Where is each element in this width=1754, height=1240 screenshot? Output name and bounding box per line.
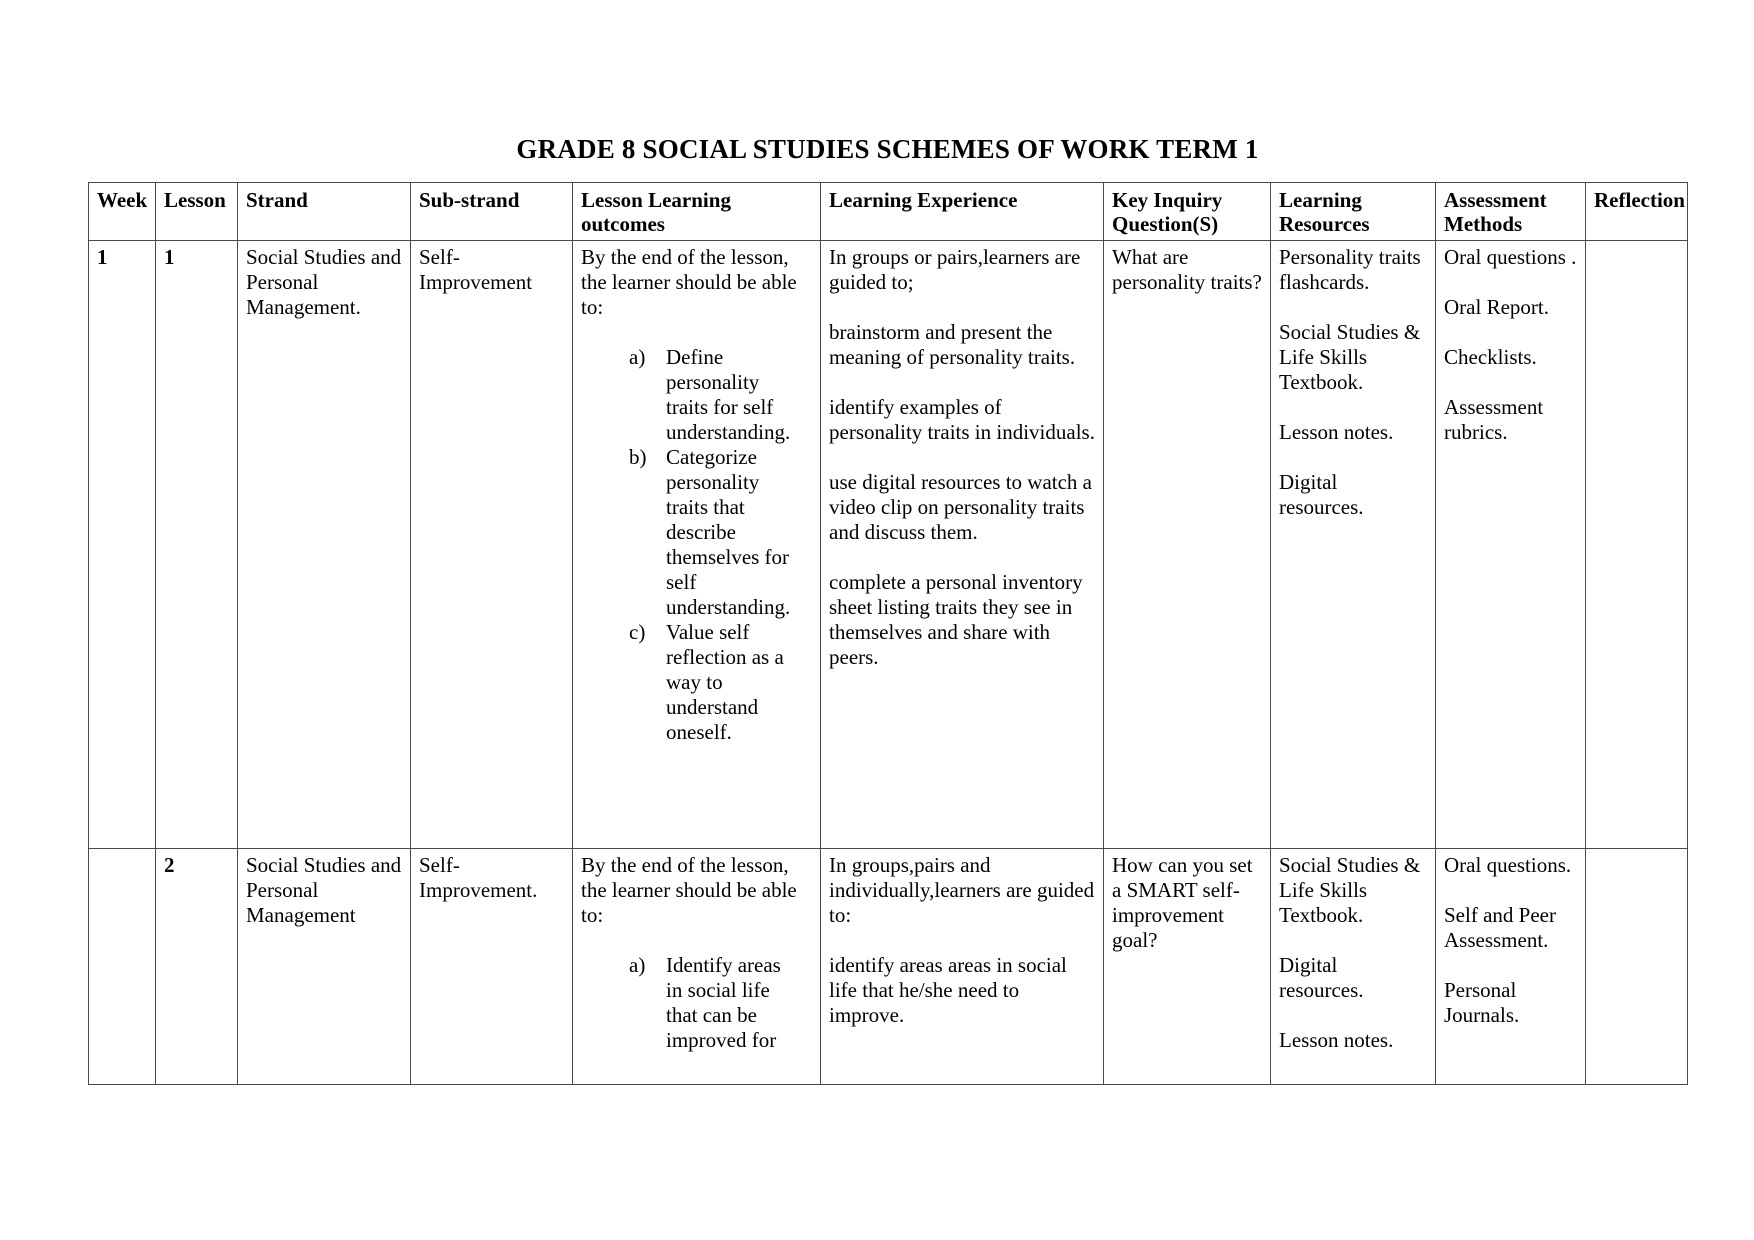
column-header-reflection: Reflection <box>1586 183 1688 241</box>
outcomes-list <box>581 345 802 745</box>
experience-paragraph: In groups,pairs and individually,learners are guided to: <box>829 853 1095 927</box>
cell-learning-resources <box>1271 849 1436 1085</box>
cell-sub-strand: Self-Improvement <box>411 241 573 849</box>
column-header-lesson-learning-outcomes: Lesson Learning outcomes <box>573 183 821 241</box>
column-header-learning-resources: Learning Resources <box>1271 183 1436 241</box>
header-row <box>89 183 1688 241</box>
assessment-item: Assessment rubrics. <box>1444 395 1544 444</box>
assessment-item: Checklists. <box>1444 345 1537 369</box>
resource-item: Lesson notes. <box>1279 1028 1394 1052</box>
cell-lesson-learning-outcomes <box>573 241 821 849</box>
key-inquiry-question: How can you set a SMART self-improvement goal? <box>1112 853 1253 952</box>
experience-paragraph: identify examples of personality traits in individuals. <box>829 395 1095 444</box>
table-row-lesson-2 <box>89 849 1688 1085</box>
cell-learning-experience <box>821 849 1104 1085</box>
schemes-of-work-table <box>88 182 1688 1085</box>
cell-learning-experience <box>821 241 1104 849</box>
assessment-item: Oral questions . <box>1444 245 1577 269</box>
resource-item: Digital resources. <box>1279 953 1364 1002</box>
cell-key-inquiry-question <box>1104 241 1271 849</box>
resource-item: Lesson notes. <box>1279 420 1394 444</box>
cell-reflection <box>1586 849 1688 1085</box>
cell-key-inquiry-question <box>1104 849 1271 1085</box>
column-header-week: Week <box>89 183 156 241</box>
key-inquiry-question: What are personality traits? <box>1112 245 1262 294</box>
cell-lesson: 1 <box>156 241 238 849</box>
cell-lesson: 2 <box>156 849 238 1085</box>
outcome-item: Identify areas in social life that can be improved for <box>666 953 781 1052</box>
cell-learning-resources <box>1271 241 1436 849</box>
cell-strand: Social Studies and Personal Management <box>238 849 411 1085</box>
assessment-item: Oral questions. <box>1444 853 1572 877</box>
column-header-key-inquiry-questions: Key Inquiry Question(S) <box>1104 183 1271 241</box>
assessment-item: Oral Report. <box>1444 295 1549 319</box>
outcome-item: Define personality traits for self understanding. <box>666 345 791 444</box>
column-header-learning-experience: Learning Experience <box>821 183 1104 241</box>
resource-item: Social Studies & Life Skills Textbook. <box>1279 320 1421 394</box>
cell-assessment-methods <box>1436 849 1586 1085</box>
cell-week <box>89 849 156 1085</box>
resource-item: Personality traits flashcards. <box>1279 245 1421 294</box>
resource-item: Social Studies & Life Skills Textbook. <box>1279 853 1421 927</box>
assessment-item: Personal Journals. <box>1444 978 1520 1027</box>
experience-paragraph: brainstorm and present the meaning of personality traits. <box>829 320 1076 369</box>
experience-paragraph: complete a personal inventory sheet listing traits they see in themselves and share with peers. <box>829 570 1083 669</box>
resource-item: Digital resources. <box>1279 470 1364 519</box>
column-header-strand: Strand <box>238 183 411 241</box>
experience-paragraph: In groups or pairs,learners are guided to; <box>829 245 1081 294</box>
column-header-assessment-methods: Assessment Methods <box>1436 183 1586 241</box>
table-row-lesson-1 <box>89 241 1688 849</box>
outcome-item: Categorize personality traits that describe themselves for self understanding. <box>666 445 791 619</box>
page-title: GRADE 8 SOCIAL STUDIES SCHEMES OF WORK TERM 1 <box>516 134 1259 164</box>
column-header-lesson: Lesson <box>156 183 238 241</box>
cell-sub-strand: Self-Improvement. <box>411 849 573 1085</box>
experience-paragraph: identify areas areas in social life that he/she need to improve. <box>829 953 1067 1027</box>
cell-strand: Social Studies and Personal Management. <box>238 241 411 849</box>
column-header-sub-strand: Sub-strand <box>411 183 573 241</box>
outcomes-intro: By the end of the lesson, the learner should be able to: <box>581 245 797 319</box>
cell-week: 1 <box>89 241 156 849</box>
outcomes-intro: By the end of the lesson, the learner should be able to: <box>581 853 797 927</box>
cell-reflection <box>1586 241 1688 849</box>
outcome-item: Value self reflection as a way to understand oneself. <box>666 620 784 744</box>
assessment-item: Self and Peer Assessment. <box>1444 903 1556 952</box>
cell-lesson-learning-outcomes <box>573 849 821 1085</box>
outcomes-list <box>581 953 802 1053</box>
cell-assessment-methods <box>1436 241 1586 849</box>
experience-paragraph: use digital resources to watch a video clip on personality traits and discuss them. <box>829 470 1092 544</box>
